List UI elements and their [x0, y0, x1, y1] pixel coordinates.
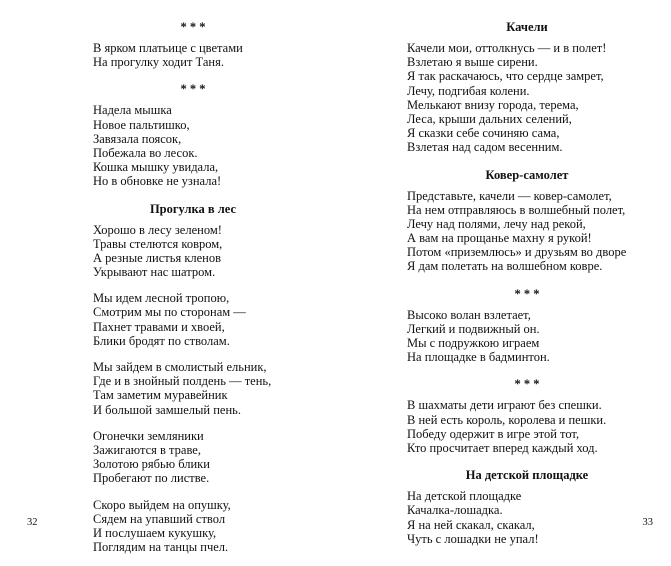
poem-line: Пробегают по листве.: [93, 471, 210, 486]
poem-line: Взлетаю я выше сирени.: [407, 55, 538, 70]
poem-line: Мы идем лесной тропою,: [93, 291, 230, 306]
poem-line: Новое пальтишко,: [93, 117, 190, 132]
poem-line: Высоко волан взлетает,: [407, 307, 531, 322]
poem-line: Победу одержит в игре этой тот,: [407, 426, 580, 441]
poem-heading: * * *: [514, 377, 540, 392]
left-page: [0, 0, 335, 555]
poem-line: Огонечки земляники: [93, 428, 204, 443]
poem-heading: * * *: [180, 20, 206, 34]
poem-line: На нем отправляюсь в волшебный полет,: [407, 202, 626, 217]
poem-line: Я на ней скакал, скакал,: [407, 517, 535, 532]
poem-heading: * * *: [514, 286, 540, 301]
poem-line: Завязала поясок,: [93, 131, 182, 146]
poem-line: Качели мои, оттолкнусь — и в полет!: [407, 41, 607, 55]
poem-line: Взлетая над садом весенним.: [407, 140, 563, 155]
poem-line: Надела мышка: [93, 103, 172, 118]
poem-line: Где и в знойный полдень — тень,: [93, 374, 272, 389]
right-page: [336, 0, 671, 546]
poem-line: На прогулку ходит Таня.: [93, 55, 224, 70]
page-number: 32: [27, 517, 38, 528]
poem-line: Я так раскачаюсь, что сердце замрет,: [407, 69, 604, 84]
poem-heading: Качели: [506, 20, 548, 34]
stanza: [407, 467, 647, 546]
poem-line: Хорошо в лесу зеленом!: [93, 222, 222, 237]
poem-heading: На детской площадке: [465, 468, 589, 483]
poem-line: Укрывают нас шатром.: [93, 265, 216, 280]
poem-line: В шахматы дети играют без спешки.: [407, 398, 602, 413]
poem-line: Качалка-лошадка.: [407, 503, 503, 518]
poem-line: Зажигаются в траве,: [93, 442, 201, 457]
poem-line: И послушаем кукушку,: [93, 525, 217, 540]
poem-line: И большой замшелый пень.: [93, 402, 241, 417]
poem-line: Кошка мышку увидала,: [93, 160, 219, 175]
poem-line: Представьте, качели — ковер-самолет,: [407, 188, 612, 203]
poem-heading: Ковер-самолет: [485, 167, 569, 182]
poem-line: На площадке в бадминтон.: [407, 350, 550, 365]
poem-heading: * * *: [180, 82, 206, 97]
stanza: [407, 19, 647, 155]
poem-line: Там заметим муравейник: [93, 388, 228, 403]
stanza: [407, 286, 647, 365]
poem-line: Легкий и подвижный он.: [407, 321, 540, 336]
stanza: [407, 167, 647, 274]
poem-line: Сядем на упавший ствол: [93, 511, 226, 526]
stanza: [93, 360, 293, 417]
poem-line: Я дам полетать на волшебном ковре.: [407, 259, 603, 274]
page-number: 33: [642, 517, 653, 528]
poem-line: Я сказки себе сочиняю сама,: [407, 126, 560, 141]
poem-line: Блики бродят по стволам.: [93, 333, 230, 348]
poem-line: Кто просчитает вперед каждый ход.: [407, 440, 598, 455]
poem-heading: Прогулка в лес: [149, 201, 237, 216]
left-page-column: [93, 19, 293, 566]
poem-line: Поглядим на танцы пчел.: [93, 540, 229, 555]
poem-line: На детской площадке: [407, 489, 522, 504]
stanza: [93, 498, 293, 555]
poem-line: Чуть с лошадки не упал!: [407, 531, 539, 546]
poem-line: Мы зайдем в смолистый ельник,: [93, 360, 267, 374]
stanza: [93, 429, 293, 486]
stanza: [93, 291, 293, 348]
poem-line: Смотрим мы по сторонам —: [93, 305, 246, 320]
poem-line: В ней есть король, королева и пешки.: [407, 412, 607, 427]
poem-line: Мелькают внизу города, терема,: [407, 97, 579, 112]
poem-line: Мы с подружкою играем: [407, 336, 540, 350]
stanza: [93, 19, 293, 69]
poem-line: Побежала во лесок.: [93, 145, 198, 160]
stanza: [407, 376, 647, 455]
stanza: [93, 201, 293, 280]
poem-line: В ярком платьице с цветами: [93, 41, 243, 55]
poem-line: Но в обновке не узнала!: [93, 174, 222, 189]
stanza: [93, 81, 293, 188]
poem-line: Пахнет травами и хвоей,: [93, 319, 225, 334]
poem-line: Лечу над полями, лечу над рекой,: [407, 216, 586, 231]
poem-line: А резные листья кленов: [93, 250, 222, 265]
poem-line: Скоро выйдем на опушку,: [93, 497, 231, 512]
poem-line: Леса, крыши дальних селений,: [407, 111, 572, 126]
poem-line: Травы стелются ковром,: [93, 236, 223, 251]
poem-line: Потом «приземлюсь» и друзьям во дворе: [407, 245, 627, 260]
poem-line: Лечу, подгибая колени.: [407, 83, 530, 98]
poem-line: А вам на прощанье махну я рукой!: [407, 231, 592, 246]
right-page-column: [407, 19, 647, 558]
poem-line: Золотою рябью блики: [93, 457, 210, 472]
